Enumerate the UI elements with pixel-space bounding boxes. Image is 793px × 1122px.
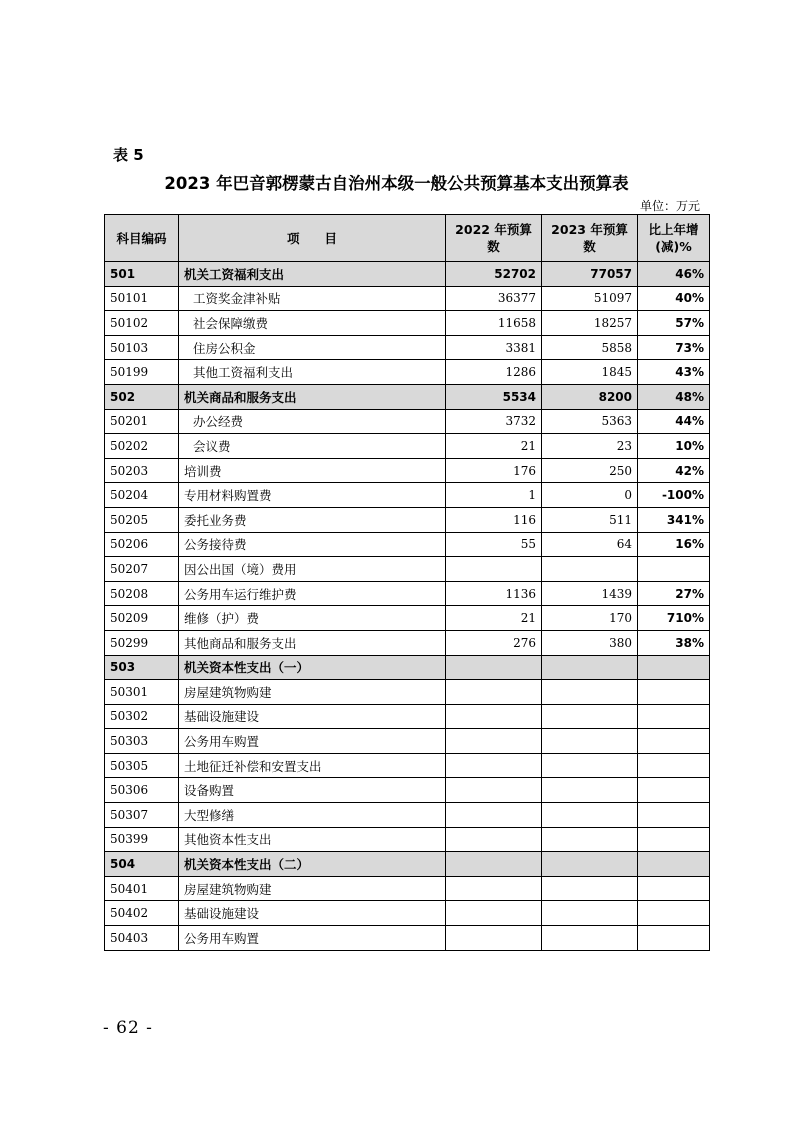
cell-item: 其他商品和服务支出 (179, 630, 446, 655)
cell-item: 机关商品和服务支出 (179, 384, 446, 409)
cell-budget-2023: 250 (542, 458, 638, 483)
cell-item: 房屋建筑物购建 (179, 876, 446, 901)
table-row (105, 926, 710, 951)
cell-code: 50302 (105, 704, 179, 729)
table-row (105, 360, 710, 385)
cell-change (638, 827, 710, 852)
cell-budget-2022 (446, 926, 542, 951)
cell-code: 50399 (105, 827, 179, 852)
cell-budget-2022 (446, 827, 542, 852)
cell-change (638, 778, 710, 803)
cell-budget-2022: 3381 (446, 335, 542, 360)
table-row (105, 630, 710, 655)
cell-budget-2022: 116 (446, 507, 542, 532)
cell-change: 42% (638, 458, 710, 483)
cell-budget-2023: 23 (542, 434, 638, 459)
cell-change: 710% (638, 606, 710, 631)
cell-budget-2022 (446, 753, 542, 778)
cell-budget-2023: 77057 (542, 262, 638, 287)
table-row (105, 704, 710, 729)
cell-code: 50201 (105, 409, 179, 434)
header-budget-2022: 2022 年预算数 (446, 215, 542, 262)
cell-change: 48% (638, 384, 710, 409)
cell-budget-2022: 176 (446, 458, 542, 483)
cell-budget-2023: 5858 (542, 335, 638, 360)
cell-budget-2022: 11658 (446, 311, 542, 336)
cell-code: 50203 (105, 458, 179, 483)
cell-code: 50199 (105, 360, 179, 385)
cell-change (638, 876, 710, 901)
cell-budget-2023: 5363 (542, 409, 638, 434)
cell-code: 50205 (105, 507, 179, 532)
cell-budget-2022: 1136 (446, 581, 542, 606)
cell-item: 会议费 (179, 434, 446, 459)
cell-budget-2022: 1286 (446, 360, 542, 385)
cell-change: 10% (638, 434, 710, 459)
cell-budget-2022 (446, 557, 542, 582)
table-row (105, 778, 710, 803)
cell-budget-2022: 5534 (446, 384, 542, 409)
cell-item: 机关资本性支出（二） (179, 852, 446, 877)
cell-budget-2022: 21 (446, 434, 542, 459)
cell-budget-2022 (446, 655, 542, 680)
cell-change: 57% (638, 311, 710, 336)
cell-item: 公务用车购置 (179, 926, 446, 951)
cell-code: 50403 (105, 926, 179, 951)
cell-budget-2022 (446, 704, 542, 729)
cell-budget-2023: 51097 (542, 286, 638, 311)
cell-item: 委托业务费 (179, 507, 446, 532)
table-row (105, 803, 710, 828)
cell-budget-2022 (446, 803, 542, 828)
cell-budget-2023: 0 (542, 483, 638, 508)
cell-code: 50102 (105, 311, 179, 336)
cell-budget-2023 (542, 655, 638, 680)
cell-item: 培训费 (179, 458, 446, 483)
cell-item: 机关工资福利支出 (179, 262, 446, 287)
unit-label: 单位：万元 (639, 199, 700, 213)
cell-code: 50103 (105, 335, 179, 360)
table-row (105, 434, 710, 459)
cell-code: 50101 (105, 286, 179, 311)
cell-budget-2022 (446, 729, 542, 754)
header-change: 比上年增(减)% (638, 215, 710, 262)
document-title: 2023 年巴音郭楞蒙古自治州本级一般公共预算基本支出预算表 (164, 174, 629, 193)
cell-budget-2023: 380 (542, 630, 638, 655)
cell-budget-2023 (542, 901, 638, 926)
cell-change (638, 852, 710, 877)
cell-item: 专用材料购置费 (179, 483, 446, 508)
cell-item: 大型修缮 (179, 803, 446, 828)
cell-change (638, 901, 710, 926)
table-row (105, 311, 710, 336)
cell-budget-2023: 1439 (542, 581, 638, 606)
cell-code: 50207 (105, 557, 179, 582)
table-row (105, 753, 710, 778)
cell-change (638, 557, 710, 582)
cell-change (638, 704, 710, 729)
cell-budget-2023: 170 (542, 606, 638, 631)
cell-item: 维修（护）费 (179, 606, 446, 631)
cell-change: 27% (638, 581, 710, 606)
cell-change: 341% (638, 507, 710, 532)
cell-code: 501 (105, 262, 179, 287)
cell-item: 因公出国（境）费用 (179, 557, 446, 582)
cell-code: 50206 (105, 532, 179, 557)
cell-budget-2023: 64 (542, 532, 638, 557)
cell-code: 50303 (105, 729, 179, 754)
cell-change (638, 803, 710, 828)
budget-table (104, 214, 710, 951)
table-row (105, 557, 710, 582)
cell-change (638, 655, 710, 680)
table-row (105, 458, 710, 483)
cell-budget-2023 (542, 876, 638, 901)
header-budget-2023: 2023 年预算数 (542, 215, 638, 262)
cell-budget-2022: 3732 (446, 409, 542, 434)
cell-budget-2022: 36377 (446, 286, 542, 311)
table-row (105, 286, 710, 311)
cell-budget-2022: 1 (446, 483, 542, 508)
cell-item: 设备购置 (179, 778, 446, 803)
category-row (105, 262, 710, 287)
header-code: 科目编码 (105, 215, 179, 262)
cell-code: 50401 (105, 876, 179, 901)
cell-budget-2023 (542, 926, 638, 951)
table-row (105, 680, 710, 705)
table-label: 表 5 (113, 146, 144, 164)
table-header-row (105, 215, 710, 262)
cell-item: 公务用车运行维护费 (179, 581, 446, 606)
table-row (105, 532, 710, 557)
cell-code: 50305 (105, 753, 179, 778)
table-row (105, 827, 710, 852)
cell-change: 73% (638, 335, 710, 360)
table-row (105, 483, 710, 508)
cell-item: 办公经费 (179, 409, 446, 434)
cell-budget-2023 (542, 680, 638, 705)
cell-item: 其他工资福利支出 (179, 360, 446, 385)
cell-change: 40% (638, 286, 710, 311)
cell-code: 504 (105, 852, 179, 877)
table-row (105, 901, 710, 926)
cell-code: 50208 (105, 581, 179, 606)
cell-code: 50307 (105, 803, 179, 828)
cell-budget-2023 (542, 729, 638, 754)
cell-budget-2022 (446, 778, 542, 803)
cell-budget-2022: 52702 (446, 262, 542, 287)
cell-change: 44% (638, 409, 710, 434)
cell-budget-2023 (542, 704, 638, 729)
cell-item: 社会保障缴费 (179, 311, 446, 336)
cell-budget-2023 (542, 803, 638, 828)
table-row (105, 507, 710, 532)
cell-budget-2022 (446, 876, 542, 901)
cell-change: 43% (638, 360, 710, 385)
cell-budget-2022: 21 (446, 606, 542, 631)
table-row (105, 729, 710, 754)
cell-budget-2023 (542, 753, 638, 778)
cell-item: 土地征迁补偿和安置支出 (179, 753, 446, 778)
table-row (105, 876, 710, 901)
cell-budget-2022: 55 (446, 532, 542, 557)
cell-item: 机关资本性支出（一） (179, 655, 446, 680)
page-number: - 62 - (103, 1018, 153, 1038)
cell-budget-2023: 1845 (542, 360, 638, 385)
header-item: 项 目 (179, 215, 446, 262)
cell-code: 50301 (105, 680, 179, 705)
cell-budget-2023 (542, 778, 638, 803)
cell-change (638, 729, 710, 754)
category-row (105, 655, 710, 680)
cell-item: 住房公积金 (179, 335, 446, 360)
cell-item: 公务接待费 (179, 532, 446, 557)
cell-change (638, 926, 710, 951)
cell-budget-2023: 18257 (542, 311, 638, 336)
cell-code: 50204 (105, 483, 179, 508)
cell-code: 502 (105, 384, 179, 409)
category-row (105, 384, 710, 409)
cell-item: 工资奖金津补贴 (179, 286, 446, 311)
cell-item: 基础设施建设 (179, 901, 446, 926)
cell-budget-2023 (542, 852, 638, 877)
cell-change: 38% (638, 630, 710, 655)
cell-change: 46% (638, 262, 710, 287)
cell-budget-2022 (446, 901, 542, 926)
cell-budget-2023: 8200 (542, 384, 638, 409)
cell-item: 公务用车购置 (179, 729, 446, 754)
table-row (105, 606, 710, 631)
cell-code: 50402 (105, 901, 179, 926)
cell-change: 16% (638, 532, 710, 557)
cell-budget-2023: 511 (542, 507, 638, 532)
cell-change (638, 680, 710, 705)
cell-budget-2023 (542, 827, 638, 852)
table-row (105, 581, 710, 606)
cell-item: 其他资本性支出 (179, 827, 446, 852)
cell-budget-2022: 276 (446, 630, 542, 655)
cell-budget-2022 (446, 852, 542, 877)
cell-item: 基础设施建设 (179, 704, 446, 729)
cell-item: 房屋建筑物购建 (179, 680, 446, 705)
cell-budget-2022 (446, 680, 542, 705)
cell-change: -100% (638, 483, 710, 508)
cell-budget-2023 (542, 557, 638, 582)
table-row (105, 335, 710, 360)
table-row (105, 409, 710, 434)
cell-change (638, 753, 710, 778)
cell-code: 50299 (105, 630, 179, 655)
cell-code: 50306 (105, 778, 179, 803)
category-row (105, 852, 710, 877)
cell-code: 50202 (105, 434, 179, 459)
cell-code: 503 (105, 655, 179, 680)
cell-code: 50209 (105, 606, 179, 631)
